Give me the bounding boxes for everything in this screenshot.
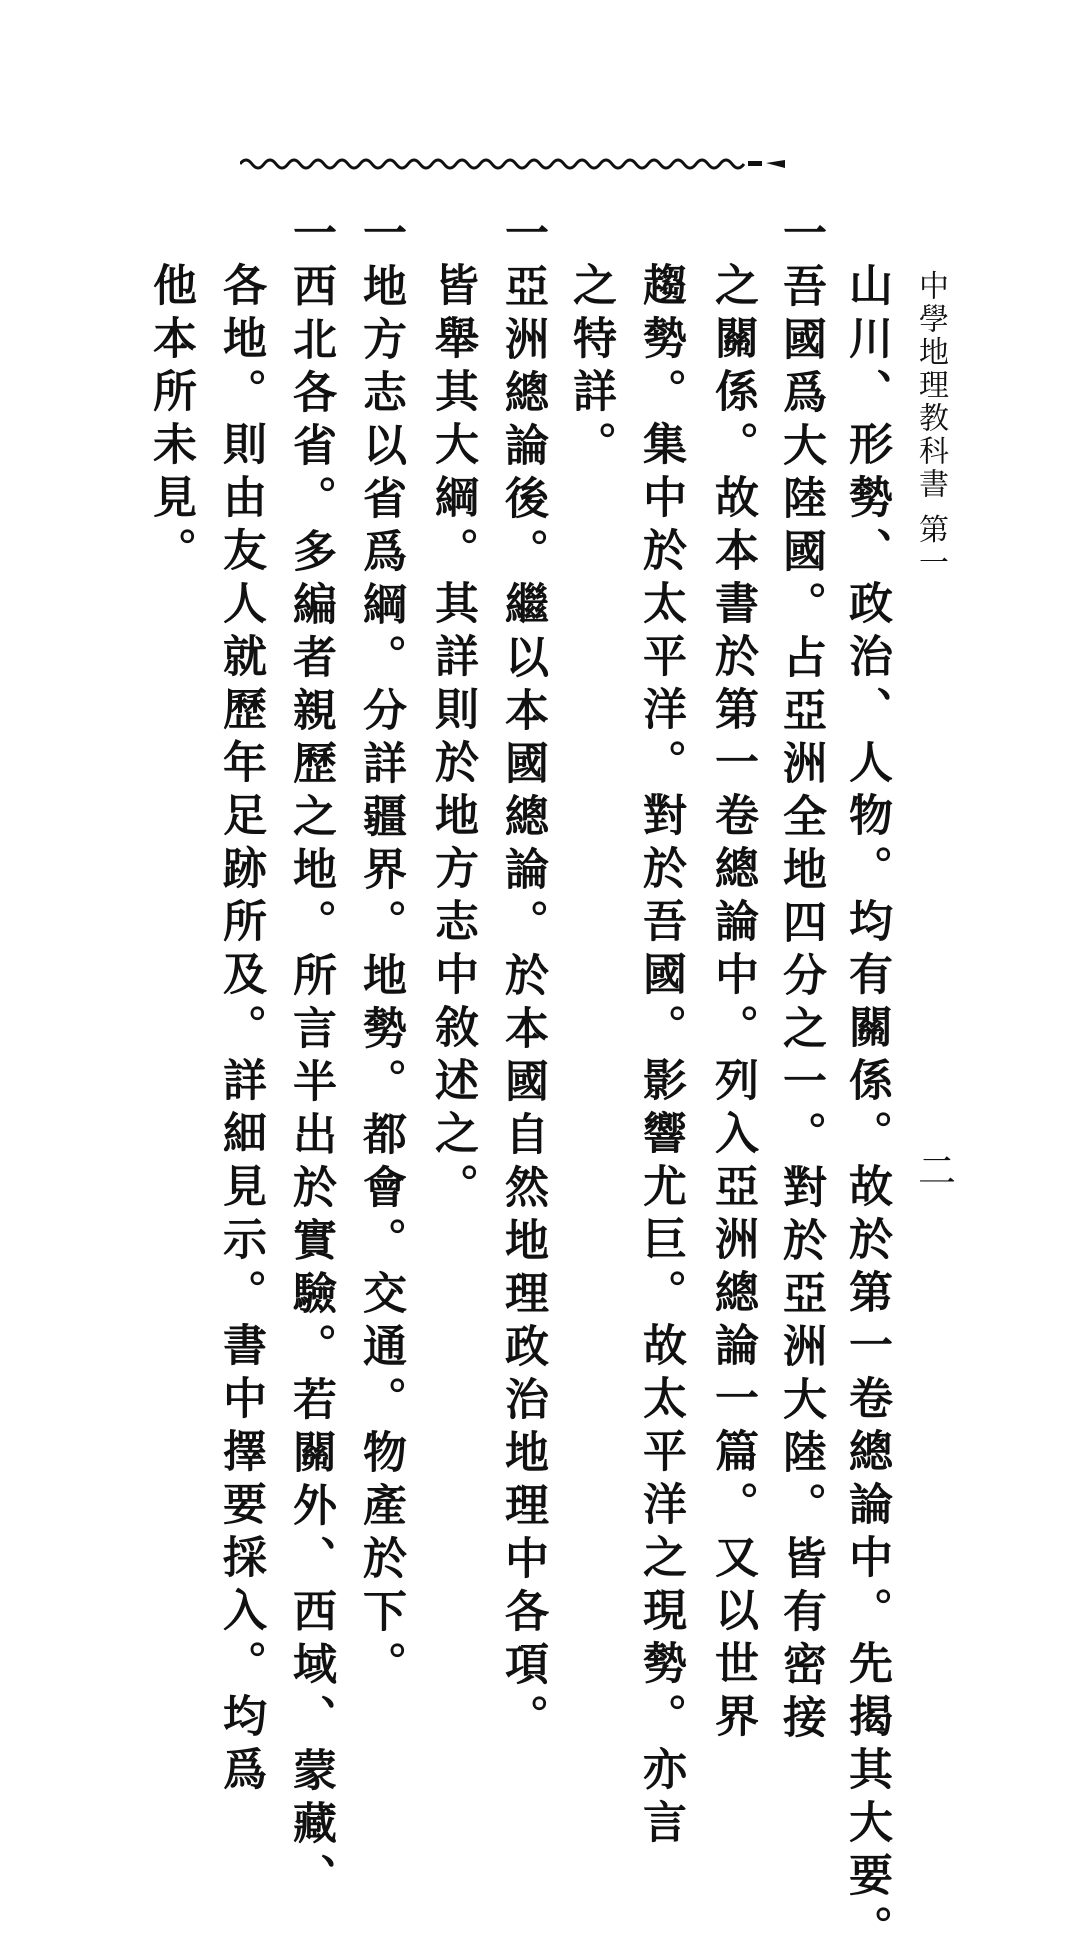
text-column-8: 一地方志以省爲綱。分詳疆界。地勢。都會。交通。物產於下。 <box>355 210 406 1694</box>
decorative-rule <box>240 150 785 176</box>
text-column-2: 一吾國爲大陸國。占亞洲全地四分之一。對於亞洲大陸。皆有密接 <box>775 210 826 1747</box>
page-number: 二 <box>918 1149 957 1193</box>
text-column-1: 山川、形勢、政治、人物。均有關係。故於第一卷總論中。先揭其大要。 <box>841 262 892 1958</box>
text-column-9: 一西北各省。多編者親歷之地。所言半出於實驗。若關外、西域、蒙藏、 <box>285 210 336 1906</box>
text-column-4: 趨勢。集中於太平洋。對於吾國。影響尤巨。故太平洋之現勢。亦言 <box>635 262 686 1852</box>
text-column-3: 之關係。故本書於第一卷總論中。列入亞洲總論一篇。又以世界 <box>707 262 758 1746</box>
text-column-10: 各地。則由友人就歷年足跡所及。詳細見示。書中擇要採入。均爲 <box>215 262 266 1799</box>
text-column-6: 一亞洲總論後。繼以本國總論。於本國自然地理政治地理中各項。 <box>497 210 548 1747</box>
running-title: 中學地理教科書 第一 <box>913 270 948 580</box>
text-column-5: 之特詳。 <box>565 262 616 474</box>
running-header <box>908 270 952 580</box>
text-column-7: 皆舉其大綱。其詳則於地方志中敘述之。 <box>427 262 478 1216</box>
text-column-11: 他本所未見。 <box>145 262 196 580</box>
